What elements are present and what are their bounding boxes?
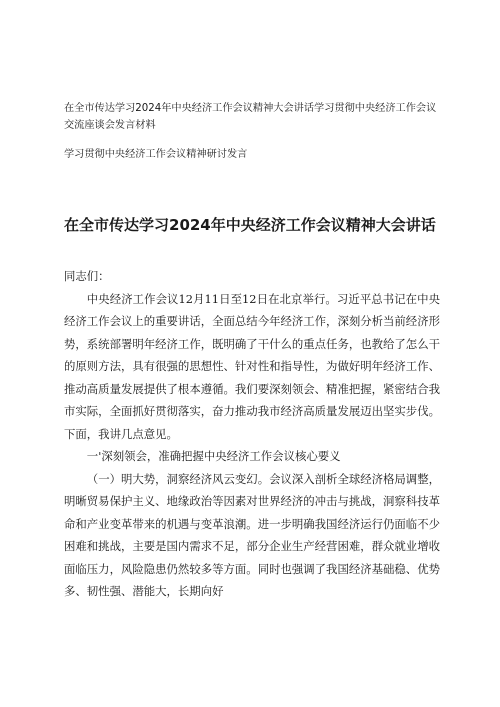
- document-title-2: 学习贯彻中央经济工作会议精神研讨发言: [64, 149, 248, 160]
- document-list: [64, 100, 444, 163]
- intro-paragraph: 中央经济工作会议12月11日至12日在北京举行。习近平总书记在中央经济工作会议上的重要讲话，全面总结今年经济工作，深刻分析当前经济形势，系统部署明年经济工作，既明确了干什么的重点任务，也教给了怎么干的原则方法，具有很强的思想性、针对性和指导性，为做好明年经济工作、推动高质量发展提供了根本遵循。我们要深刻领会、精准把握，紧密结合我市实际，全面抓好贯彻落实，奋力推动我市经济高质量发展迈出坚实步伐。下面，我讲几点意见。: [64, 291, 440, 441]
- salutation: 同志们：: [64, 269, 110, 283]
- page-title: 在全市传达学习2024年中央经济工作会议精神大会讲话: [64, 216, 436, 234]
- section-heading: 一'深刻领会，准确把握中央经济工作会议核心要义: [86, 449, 341, 463]
- speech-body: [64, 265, 440, 603]
- document-title-1: 在全市传达学习2024年中央经济工作会议精神大会讲话学习贯彻中央经济工作会议交流座谈会发言材料: [64, 103, 437, 131]
- section-paragraph: （一）明大势，洞察经济风云变幻。会议深入剖析全球经济格局调整，明晰贸易保护主义、地缘政治等因素对世界经济的冲击与挑战，洞察科技革命和产业变革带来的机遇与变革浪潮。进一步明确我国经济运行仍面临不少困难和挑战，主要是国内需求不足，部分企业生产经营困难，群众就业增收面临压力，风险隐患仍然较多等方面。同时也强调了我国经济基础稳、优势多、韧性强、潜能大，长期向好: [64, 471, 440, 598]
